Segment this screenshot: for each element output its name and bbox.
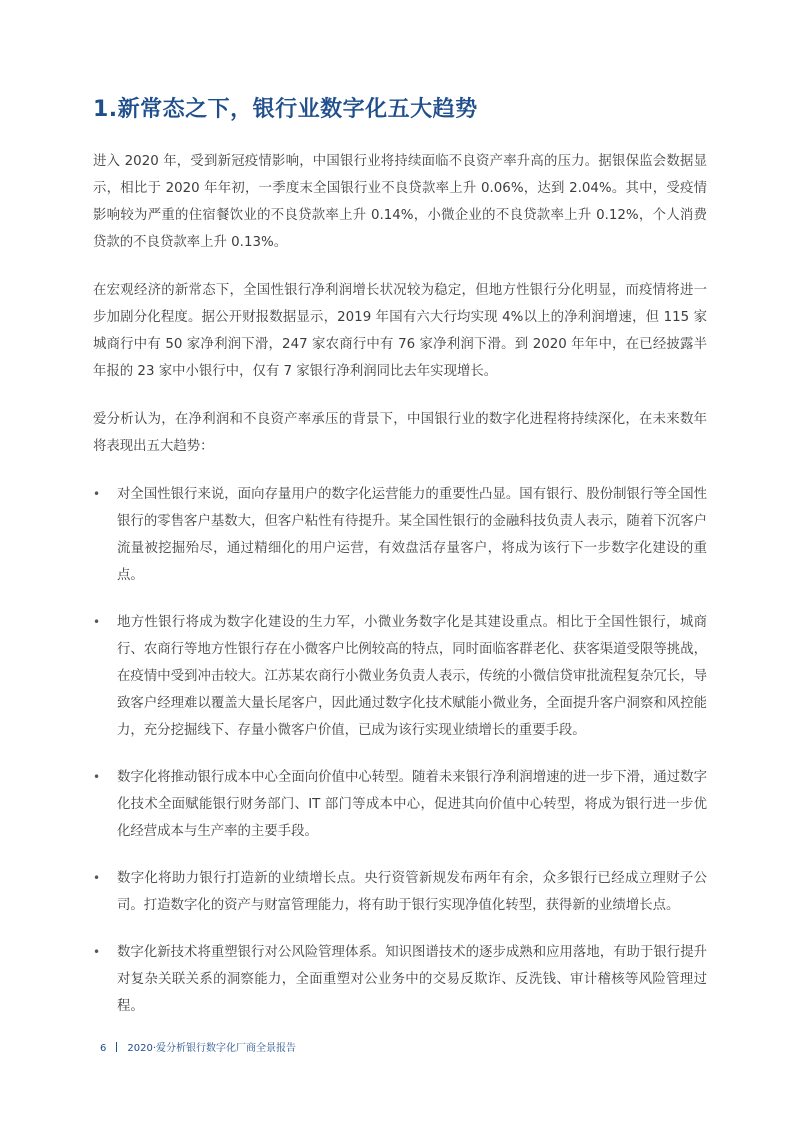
trend-list [93,481,707,1020]
list-item-trend-3 [93,764,707,845]
bullet-icon: • [93,871,101,885]
bullet-icon: • [93,615,101,629]
list-item-trend-4 [93,865,707,919]
list-item-text: 数字化将推动银行成本中心全面向价值中心转型。随着未来银行净利润增速的进一步下滑，通过数字化技术全面赋能银行财务部门、IT 部门等成本中心，促进其向价值中心转型，将成为银行进一步优化经营成本与生产率的主要手段。 [117,770,707,839]
main-content [93,148,707,1040]
list-item-trend-2 [93,609,707,744]
page-footer [100,1039,296,1054]
footer-report-title: 2020·爱分析银行数字化厂商全景报告 [127,1043,297,1054]
page-number: 6 [100,1043,107,1054]
list-item-text: 数字化将助力银行打造新的业绩增长点。央行资管新规发布两年有余，众多银行已经成立理财子公司。打造数字化的资产与财富管理能力，将有助于银行实现净值化转型，获得新的业绩增长点。 [117,871,707,913]
section-title: 1.新常态之下，银行业数字化五大趋势 [93,97,478,122]
list-item-trend-1 [93,481,707,589]
bullet-icon: • [93,945,101,959]
list-item-text: 对全国性银行来说，面向存量用户的数字化运营能力的重要性凸显。国有银行、股份制银行等全国性银行的零售客户基数大，但客户粘性有待提升。某全国性银行的金融科技负责人表示，随着下沉客户流量被挖掘殆尽，通过精细化的用户运营，有效盘活存量客户，将成为该行下一步数字化建设的重点。 [117,487,707,583]
paragraph-profit-divergence: 在宏观经济的新常态下，全国性银行净利润增长状况较为稳定，但地方性银行分化明显，而疫情将进一步加剧分化程度。据公开财报数据显示，2019 年国有六大行均实现 4%以上的净利润增速，但 115 家城商行中有 50 家净利润下滑，247 家农商行中有 76 家净利润下滑。到 2020 年年中，在已经披露半年报的 23 家中小银行中，仅有 7 家银行净利润同比去年实现增长。 [93,283,707,379]
list-item-text: 地方性银行将成为数字化建设的生力军，小微业务数字化是其建设重点。相比于全国性银行，城商行、农商行等地方性银行存在小微客户比例较高的特点，同时面临客群老化、获客渠道受限等挑战，在疫情中受到冲击较大。江苏某农商行小微业务负责人表示，传统的小微信贷审批流程复杂冗长，导致客户经理难以覆盖大量长尾客户，因此通过数字化技术赋能小微业务，全面提升客户洞察和风控能力，充分挖掘线下、存量小微客户价值，已成为该行实现业绩增长的重要手段。 [117,615,707,738]
footer-divider [116,1042,117,1052]
list-item-text: 数字化新技术将重塑银行对公风险管理体系。知识图谱技术的逐步成熟和应用落地，有助于银行提升对复杂关联关系的洞察能力，全面重塑对公业务中的交易反欺诈、反洗钱、审计稽核等风险管理过程。 [117,945,707,1014]
bullet-icon: • [93,770,101,784]
bullet-icon: • [93,487,101,501]
paragraph-npl-pressure: 进入 2020 年，受到新冠疫情影响，中国银行业将持续面临不良资产率升高的压力。据银保监会数据显示，相比于 2020 年年初，一季度末全国银行业不良贷款率上升 0.06%，达到 2.04%。其中，受疫情影响较为严重的住宿餐饮业的不良贷款率上升 0.14%，小微企业的不良贷款率上升 0.12%，个人消费贷款的不良贷款率上升 0.13%。 [93,154,707,250]
paragraph-five-trends-intro: 爱分析认为，在净利润和不良资产率承压的背景下，中国银行业的数字化进程将持续深化，在未来数年将表现出五大趋势： [93,412,707,454]
list-item-trend-5 [93,939,707,1020]
